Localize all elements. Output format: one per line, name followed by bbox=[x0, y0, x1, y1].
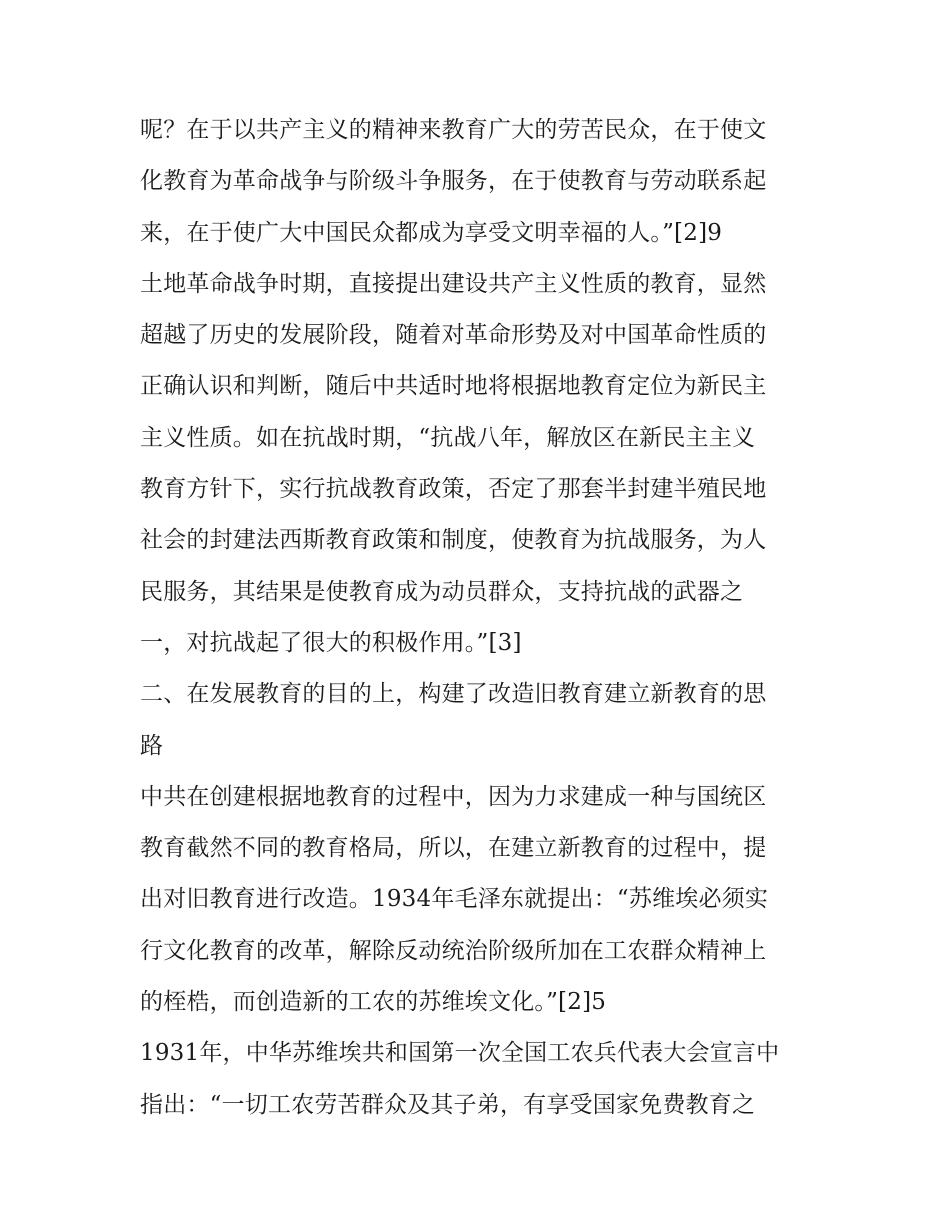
section-heading-line: 路 bbox=[140, 732, 164, 759]
text-line: 的桎梏，而创造新的工农的苏维埃文化。”[2]5 bbox=[140, 989, 607, 1016]
text-line: 行文化教育的改革，解除反动统治阶级所加在工农群众精神上 bbox=[140, 937, 767, 964]
text-line: 土地革命战争时期，直接提出建设共产主义性质的教育，显然 bbox=[140, 270, 767, 297]
text-line: 来，在于使广大中国民众都成为享受文明幸福的人。”[2]9 bbox=[140, 219, 723, 246]
text-line: 社会的封建法西斯教育政策和制度，使教育为抗战服务，为人 bbox=[140, 527, 767, 554]
text-line: 1931年，中华苏维埃共和国第一次全国工农兵代表大会宣言中 bbox=[140, 1040, 780, 1067]
text-line: 指出：“一切工农劳苦群众及其子弟，有享受国家免费教育之 bbox=[140, 1091, 756, 1118]
text-line: 出对旧教育进行改造。1934年毛泽东就提出：“苏维埃必须实 bbox=[140, 886, 769, 913]
text-line: 一，对抗战起了很大的积极作用。”[3] bbox=[140, 629, 522, 656]
text-line: 化教育为革命战争与阶级斗争服务，在于使教育与劳动联系起 bbox=[140, 168, 767, 195]
text-line: 呢？在于以共产主义的精神来教育广大的劳苦民众，在于使文 bbox=[140, 117, 767, 143]
text-line: 教育截然不同的教育格局，所以，在建立新教育的过程中，提 bbox=[140, 835, 767, 862]
document-body bbox=[140, 105, 812, 1131]
text-line: 中共在创建根据地教育的过程中，因为力求建成一种与国统区 bbox=[140, 783, 767, 810]
text-line: 民服务，其结果是使教育成为动员群众，支持抗战的武器之 bbox=[140, 578, 744, 605]
text-line: 超越了历史的发展阶段，随着对革命形势及对中国革命性质的 bbox=[140, 322, 767, 349]
text-line: 主义性质。如在抗战时期，“抗战八年，解放区在新民主主义 bbox=[140, 424, 756, 451]
text-line: 教育方针下，实行抗战教育政策，否定了那套半封建半殖民地 bbox=[140, 476, 767, 503]
section-heading-line: 二、在发展教育的目的上，构建了改造旧教育建立新教育的思 bbox=[140, 681, 767, 708]
text-line: 正确认识和判断，随后中共适时地将根据地教育定位为新民主 bbox=[140, 373, 767, 400]
